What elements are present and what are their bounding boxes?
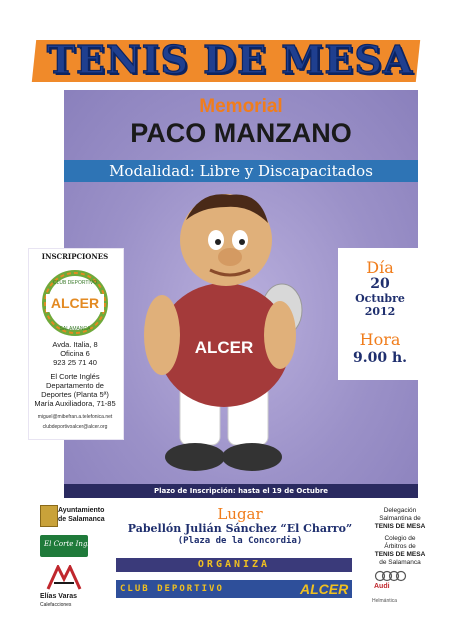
address-line-1: Avda. Italia, 8 <box>52 340 98 349</box>
phone: 923 25 71 40 <box>53 358 97 367</box>
player-figure-illustration <box>140 185 310 485</box>
address-line-2: Oficina 6 <box>60 349 90 358</box>
colegio-line-1: Colegio de <box>384 535 416 542</box>
page-title: TENIS DE MESA <box>46 37 414 82</box>
store-line-3: Deportes (Planta 5ª) <box>41 390 109 399</box>
modality-text: Modalidad: Libre y Discapacitados <box>109 162 373 180</box>
colegio-line-2: Árbitros de <box>384 543 416 550</box>
month-value: Octubre <box>355 292 405 305</box>
elias-varas-sub: Calefacciones <box>40 602 72 608</box>
left-shoe-icon <box>165 443 225 471</box>
venue-square: (Plaza de la Concordia) <box>177 536 303 546</box>
delegacion-line-2: Salmantina de <box>379 515 421 522</box>
year-value: 2012 <box>364 305 396 318</box>
corte-ingles-logo: El Corte Inglés <box>40 535 88 557</box>
day-value: 20 <box>370 276 390 292</box>
venue-name: Pabellón Julián Sánchez “El Charro” <box>127 522 353 535</box>
deadline-bar: Plazo de Inscripción: hasta el 19 de Octubre <box>64 484 418 498</box>
elias-varas-name: Elías Varas <box>40 593 77 600</box>
ayuntamiento-line-1: Ayuntamiento <box>58 507 105 514</box>
svg-text:SALAMANCA: SALAMANCA <box>59 326 91 332</box>
audi-rings-icon <box>374 570 408 582</box>
ayuntamiento-line-2: de Salamanca <box>58 516 105 523</box>
inscriptions-title: INSCRIPCIONES <box>41 252 109 261</box>
right-shoe-icon <box>222 443 282 471</box>
shirt-text: ALCER <box>194 338 254 357</box>
elias-varas-logo <box>44 565 84 593</box>
email-link-1[interactable]: miguel@mibefran.a.telefonica.net <box>37 414 113 420</box>
event-name: PACO MANZANO <box>130 118 352 148</box>
club-alcer-logo <box>36 270 114 336</box>
colegio-line-3: TENIS DE MESA <box>374 551 426 558</box>
place-label: Lugar <box>217 505 263 523</box>
club-name: ALCER <box>300 581 349 597</box>
store-line-1: El Corte Inglés <box>50 372 100 381</box>
ayuntamiento-crest-icon <box>40 505 58 527</box>
colegio-line-4: de Salamanca <box>379 559 421 566</box>
audi-dealer: Helmántica <box>372 598 398 604</box>
email-link-2[interactable]: clubdeportivoalcer@alcer.org <box>42 424 108 430</box>
delegacion-line-3: TENIS DE MESA <box>374 523 426 530</box>
organizer-label: ORGANIZA <box>116 558 352 572</box>
time-value: 9.00 h. <box>352 350 408 366</box>
delegacion-line-1: Delegación <box>383 507 417 514</box>
store-line-2: Departamento de <box>46 381 104 390</box>
memorial-label: Memorial <box>199 96 283 117</box>
hour-label: Hora <box>359 330 401 349</box>
svg-text:CLUB DEPORTIVO: CLUB DEPORTIVO <box>52 280 98 286</box>
store-line-4: María Auxiliadora, 71-85 <box>34 399 116 408</box>
day-label: Día <box>366 258 394 277</box>
svg-text:ALCER: ALCER <box>50 295 100 311</box>
audi-label: Audi <box>374 583 390 590</box>
club-label: CLUB DEPORTIVO <box>120 584 224 594</box>
